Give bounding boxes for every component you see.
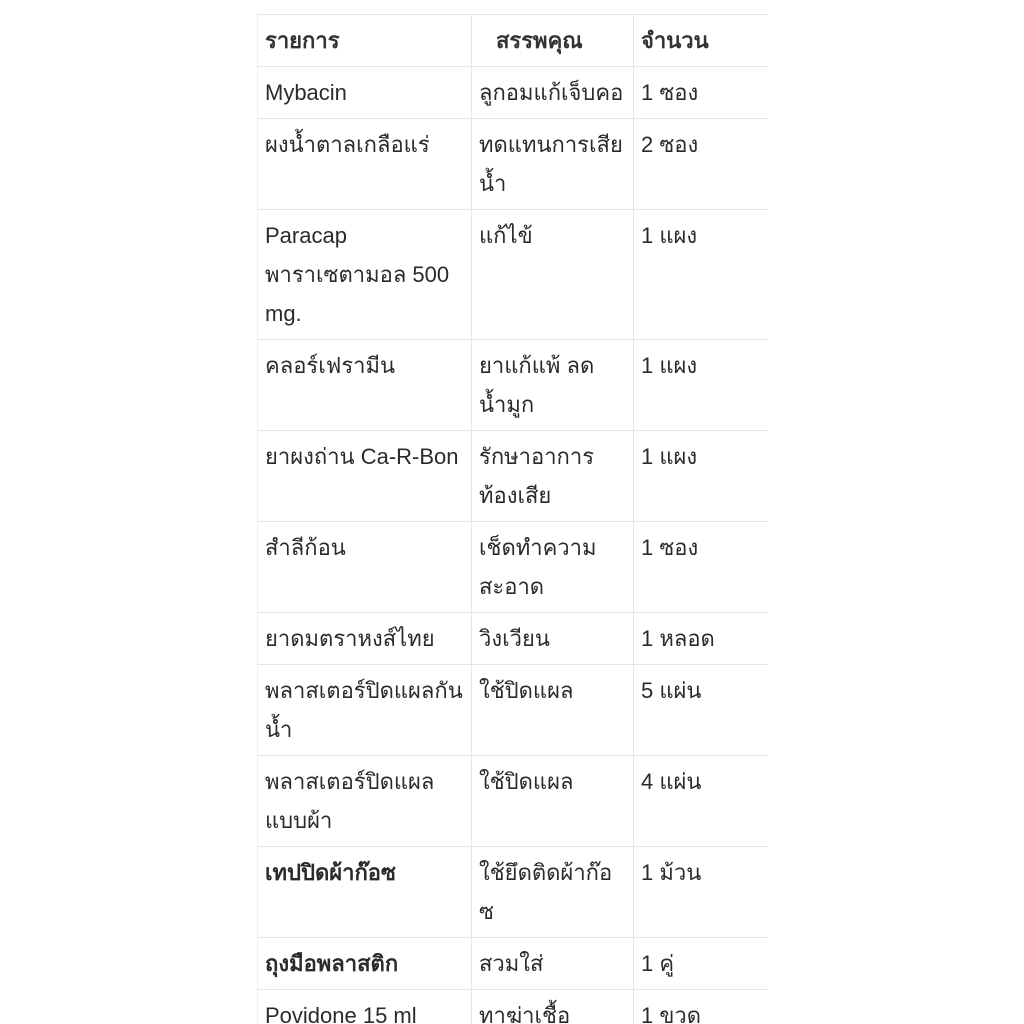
table-row bbox=[258, 613, 768, 665]
item-quantity: 1 ซอง bbox=[634, 522, 768, 613]
item-use: วิงเวียน bbox=[472, 613, 634, 665]
item-name: Paracap พาราเซตามอล 500 mg. bbox=[258, 210, 472, 340]
item-use: แก้ไข้ bbox=[472, 210, 634, 340]
item-quantity: 1 คู่ bbox=[634, 938, 768, 990]
item-quantity: 1 ม้วน bbox=[634, 847, 768, 938]
item-name: ยาดมตราหงส์ไทย bbox=[258, 613, 472, 665]
table-row bbox=[258, 756, 768, 847]
item-name: เทปปิดผ้าก๊อซ bbox=[258, 847, 472, 938]
table-row bbox=[258, 210, 768, 340]
table-row bbox=[258, 847, 768, 938]
table-row bbox=[258, 665, 768, 756]
item-use: ยาแก้แพ้ ลดน้ำมูก bbox=[472, 340, 634, 431]
item-quantity: 2 ซอง bbox=[634, 119, 768, 210]
item-use: สวมใส่ bbox=[472, 938, 634, 990]
item-quantity: 1 แผง bbox=[634, 340, 768, 431]
table-row bbox=[258, 119, 768, 210]
item-name: ผงน้ำตาลเกลือแร่ bbox=[258, 119, 472, 210]
header-use: สรรพคุณ bbox=[472, 15, 634, 67]
table-row bbox=[258, 431, 768, 522]
header-item: รายการ bbox=[258, 15, 472, 67]
table-row bbox=[258, 522, 768, 613]
item-use: ใช้ปิดแผล bbox=[472, 665, 634, 756]
item-quantity: 1 ซอง bbox=[634, 67, 768, 119]
item-name: ถุงมือพลาสติก bbox=[258, 938, 472, 990]
item-use: ใช้ปิดแผล bbox=[472, 756, 634, 847]
table-row bbox=[258, 990, 768, 1024]
item-name: คลอร์เฟรามีน bbox=[258, 340, 472, 431]
item-name: Mybacin bbox=[258, 67, 472, 119]
table-row bbox=[258, 938, 768, 990]
table-row bbox=[258, 340, 768, 431]
item-name: Povidone 15 ml bbox=[258, 990, 472, 1024]
items-table bbox=[257, 14, 768, 1024]
item-use: รักษาอาการท้องเสีย bbox=[472, 431, 634, 522]
item-use: ทดแทนการเสียน้ำ bbox=[472, 119, 634, 210]
item-name: สำลีก้อน bbox=[258, 522, 472, 613]
item-quantity: 1 แผง bbox=[634, 210, 768, 340]
header-quantity: จำนวน bbox=[634, 15, 768, 67]
item-use: ใช้ยึดติดผ้าก๊อซ bbox=[472, 847, 634, 938]
item-quantity: 1 หลอด bbox=[634, 613, 768, 665]
item-use: เช็ดทำความสะอาด bbox=[472, 522, 634, 613]
table-header-row bbox=[258, 15, 768, 67]
item-name: ยาผงถ่าน Ca-R-Bon bbox=[258, 431, 472, 522]
item-quantity: 4 แผ่น bbox=[634, 756, 768, 847]
item-quantity: 5 แผ่น bbox=[634, 665, 768, 756]
table-row bbox=[258, 67, 768, 119]
item-use: ลูกอมแก้เจ็บคอ bbox=[472, 67, 634, 119]
item-name: พลาสเตอร์ปิดแผลแบบผ้า bbox=[258, 756, 472, 847]
item-use: ทาฆ่าเชื้อ bbox=[472, 990, 634, 1024]
item-quantity: 1 ขวด bbox=[634, 990, 768, 1024]
item-quantity: 1 แผง bbox=[634, 431, 768, 522]
item-name: พลาสเตอร์ปิดแผลกันน้ำ bbox=[258, 665, 472, 756]
